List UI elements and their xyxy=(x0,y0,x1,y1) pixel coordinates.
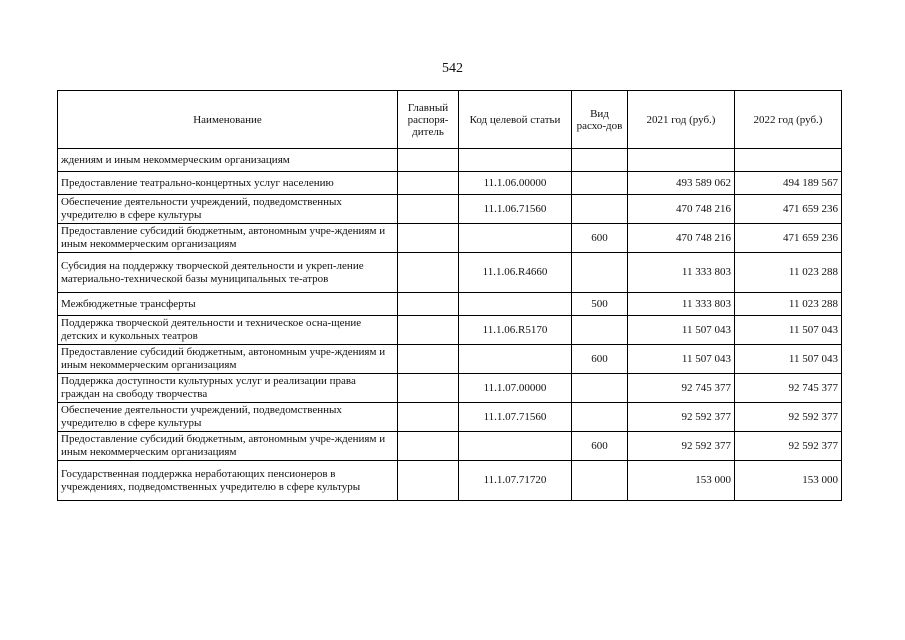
row-2021: 92 592 377 xyxy=(628,432,735,461)
row-code: 11.1.06.R5170 xyxy=(459,316,572,345)
header-vid: Вид расхо-дов xyxy=(572,91,628,149)
row-2021: 470 748 216 xyxy=(628,224,735,253)
row-2021: 153 000 xyxy=(628,461,735,501)
row-code: 11.1.07.71720 xyxy=(459,461,572,501)
row-vid xyxy=(572,374,628,403)
table-row xyxy=(58,195,842,224)
row-name: Обеспечение деятельности учреждений, подведомственных учредителю в сфере культуры xyxy=(58,403,398,432)
row-2022: 92 592 377 xyxy=(735,403,842,432)
row-glav xyxy=(398,253,459,293)
row-glav xyxy=(398,293,459,316)
row-2022: 471 659 236 xyxy=(735,195,842,224)
row-2022: 92 745 377 xyxy=(735,374,842,403)
table-row xyxy=(58,461,842,501)
row-2021: 92 745 377 xyxy=(628,374,735,403)
row-code: 11.1.06.R4660 xyxy=(459,253,572,293)
row-code xyxy=(459,149,572,172)
row-2021: 493 589 062 xyxy=(628,172,735,195)
budget-table xyxy=(57,90,842,501)
row-code xyxy=(459,432,572,461)
row-2021: 11 333 803 xyxy=(628,253,735,293)
table-header-row xyxy=(58,91,842,149)
row-name: Межбюджетные трансферты xyxy=(58,293,398,316)
row-vid: 500 xyxy=(572,293,628,316)
row-code: 11.1.07.71560 xyxy=(459,403,572,432)
row-vid xyxy=(572,316,628,345)
row-2022: 92 592 377 xyxy=(735,432,842,461)
row-2022: 11 023 288 xyxy=(735,253,842,293)
row-2021: 92 592 377 xyxy=(628,403,735,432)
table-row xyxy=(58,224,842,253)
table-row xyxy=(58,316,842,345)
table-row xyxy=(58,293,842,316)
row-2022: 11 507 043 xyxy=(735,345,842,374)
table-row xyxy=(58,403,842,432)
row-vid: 600 xyxy=(572,432,628,461)
row-2022: 153 000 xyxy=(735,461,842,501)
header-2022: 2022 год (руб.) xyxy=(735,91,842,149)
row-glav xyxy=(398,432,459,461)
table-row xyxy=(58,172,842,195)
row-name: Субсидия на поддержку творческой деятельности и укреп-ление материально-технической базы муниципальных те-атров xyxy=(58,253,398,293)
row-glav xyxy=(398,316,459,345)
row-glav xyxy=(398,461,459,501)
row-glav xyxy=(398,403,459,432)
row-vid xyxy=(572,461,628,501)
header-code: Код целевой статьи xyxy=(459,91,572,149)
table-row xyxy=(58,149,842,172)
row-vid xyxy=(572,403,628,432)
row-code: 11.1.07.00000 xyxy=(459,374,572,403)
row-name: ждениям и иным некоммерческим организациям xyxy=(58,149,398,172)
row-2021 xyxy=(628,149,735,172)
row-vid xyxy=(572,149,628,172)
row-2022: 471 659 236 xyxy=(735,224,842,253)
row-vid xyxy=(572,195,628,224)
header-2021: 2021 год (руб.) xyxy=(628,91,735,149)
header-name: Наименование xyxy=(58,91,398,149)
table-row xyxy=(58,345,842,374)
row-code xyxy=(459,293,572,316)
row-code xyxy=(459,345,572,374)
table-row xyxy=(58,253,842,293)
row-glav xyxy=(398,149,459,172)
row-2022: 11 023 288 xyxy=(735,293,842,316)
row-glav xyxy=(398,345,459,374)
row-code: 11.1.06.00000 xyxy=(459,172,572,195)
row-glav xyxy=(398,374,459,403)
row-2021: 11 333 803 xyxy=(628,293,735,316)
row-name: Предоставление субсидий бюджетным, автономным учре-ждениям и иным некоммерческим организациям xyxy=(58,224,398,253)
row-code: 11.1.06.71560 xyxy=(459,195,572,224)
row-glav xyxy=(398,195,459,224)
table-row xyxy=(58,432,842,461)
header-glav: Главный распоря-дитель xyxy=(398,91,459,149)
page-number: 542 xyxy=(442,61,463,76)
row-2022: 494 189 567 xyxy=(735,172,842,195)
row-2021: 11 507 043 xyxy=(628,316,735,345)
row-name: Поддержка творческой деятельности и техническое осна-щение детских и кукольных театров xyxy=(58,316,398,345)
row-vid: 600 xyxy=(572,345,628,374)
row-vid: 600 xyxy=(572,224,628,253)
row-name: Предоставление субсидий бюджетным, автономным учре-ждениям и иным некоммерческим организациям xyxy=(58,432,398,461)
row-name: Предоставление театрально-концертных услуг населению xyxy=(58,172,398,195)
row-glav xyxy=(398,224,459,253)
row-2021: 11 507 043 xyxy=(628,345,735,374)
row-2022 xyxy=(735,149,842,172)
row-name: Предоставление субсидий бюджетным, автономным учре-ждениям и иным некоммерческим организациям xyxy=(58,345,398,374)
row-vid xyxy=(572,253,628,293)
row-2022: 11 507 043 xyxy=(735,316,842,345)
row-glav xyxy=(398,172,459,195)
row-vid xyxy=(572,172,628,195)
table-row xyxy=(58,374,842,403)
row-name: Государственная поддержка неработающих пенсионеров в учреждениях, подведомственных учредителю в сфере культуры xyxy=(58,461,398,501)
row-name: Обеспечение деятельности учреждений, подведомственных учредителю в сфере культуры xyxy=(58,195,398,224)
row-name: Поддержка доступности культурных услуг и реализации права граждан на свободу творчества xyxy=(58,374,398,403)
row-code xyxy=(459,224,572,253)
row-2021: 470 748 216 xyxy=(628,195,735,224)
